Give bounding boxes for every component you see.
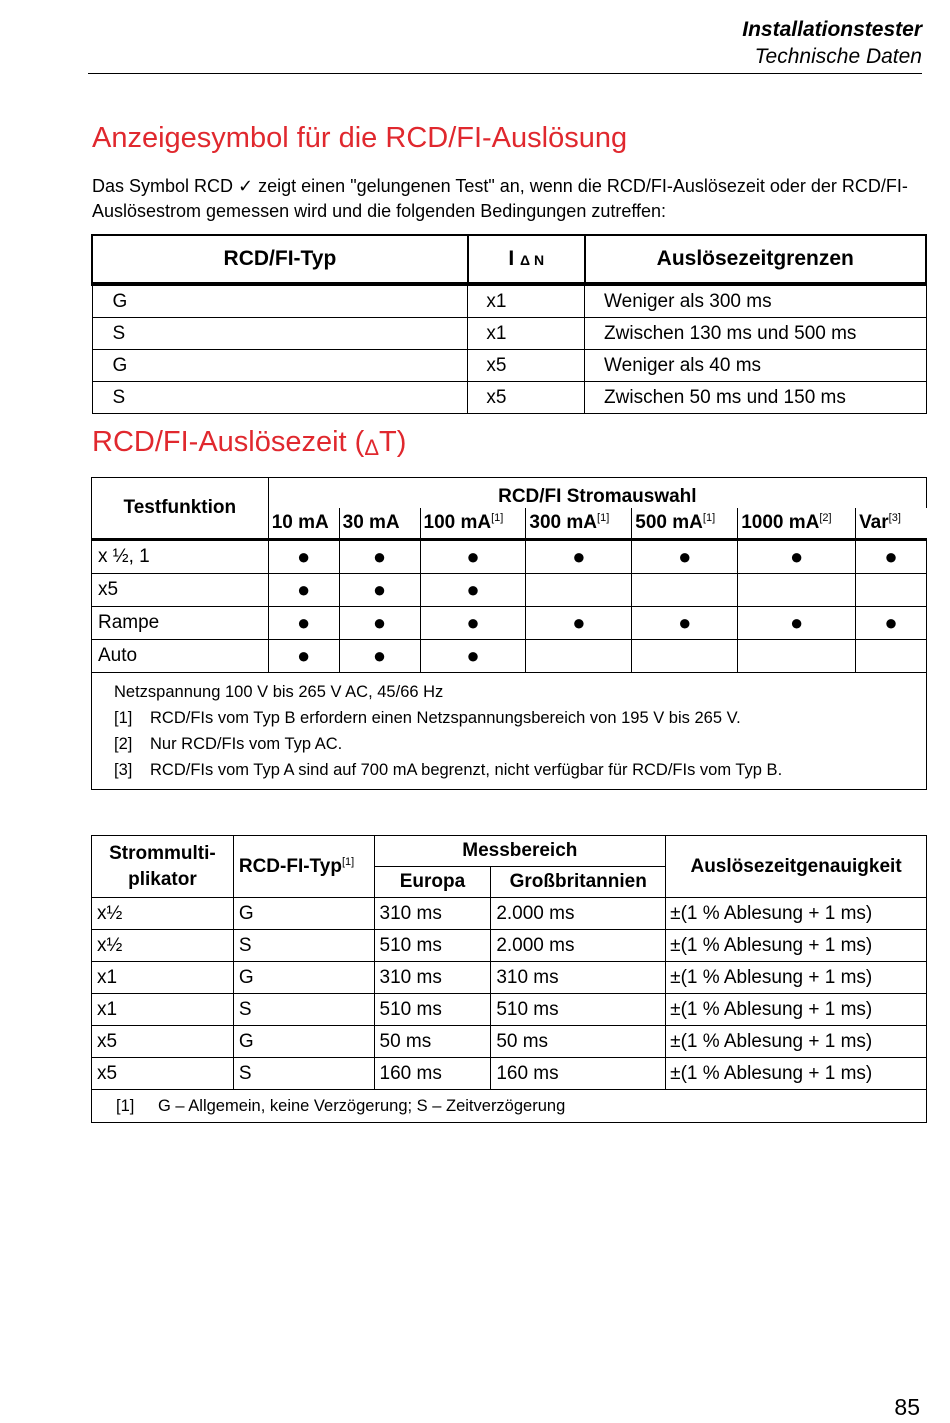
cell-rcd-fi-type: G (233, 898, 374, 930)
col-header-idn (468, 235, 585, 284)
availability-dot: ● (632, 540, 738, 574)
cell-test-function: x ½, 1 (92, 540, 269, 574)
cell-trip-limit: Weniger als 300 ms (585, 284, 926, 318)
availability-dot: ● (632, 607, 738, 640)
col-header-current-5 (738, 508, 856, 540)
empty-cell (856, 640, 927, 673)
cell-great-britain: 160 ms (491, 1058, 666, 1090)
current-label: 1000 mA (741, 512, 820, 533)
col-header-trip-accuracy: Auslösezeitgenauigkeit (666, 836, 927, 898)
footnote-key: [2] (114, 735, 133, 753)
cell-idn-multiplier: x5 (468, 382, 585, 414)
availability-dot: ● (856, 607, 927, 640)
current-label: 100 mA (423, 512, 492, 533)
empty-cell (856, 574, 927, 607)
cell-europe: 310 ms (374, 962, 491, 994)
col-header-current-0 (268, 508, 339, 540)
running-header-title: Installationstester (742, 18, 922, 41)
cell-idn-multiplier: x1 (468, 318, 585, 350)
intro-text-end: zeigt einen "gelungenen Test" an, wenn die RCD/FI-Auslösezeit oder der RCD/FI-Auslösestrom gemessen wird und die folgenden Bedingungen zutreffen: (92, 176, 908, 221)
cell-rcd-type: S (92, 318, 468, 350)
empty-cell (738, 640, 856, 673)
cell-accuracy: ±(1 % Ablesung + 1 ms) (666, 1026, 927, 1058)
cell-multiplier: x½ (92, 930, 234, 962)
delta-symbol: Δ (364, 435, 380, 460)
cell-idn-multiplier: x1 (468, 284, 585, 318)
cell-accuracy: ±(1 % Ablesung + 1 ms) (666, 898, 927, 930)
cell-multiplier: x1 (92, 962, 234, 994)
cell-great-britain: 510 ms (491, 994, 666, 1026)
availability-dot: ● (268, 640, 339, 673)
trip-time-heading-suffix: T) (379, 426, 407, 458)
running-header-subtitle: Technische Daten (754, 45, 922, 68)
cell-rcd-type: G (92, 350, 468, 382)
table-row (92, 382, 926, 414)
header-rule (88, 73, 922, 74)
table-row (92, 898, 927, 930)
cell-great-britain: 2.000 ms (491, 930, 666, 962)
note-mains-voltage: Netzspannung 100 V bis 265 V AC, 45/66 Hz (114, 683, 444, 701)
availability-dot: ● (420, 574, 526, 607)
footnote-ref: [3] (888, 512, 901, 524)
check-icon: ✓ (238, 176, 254, 196)
table-row (92, 962, 927, 994)
footnote-text: Nur RCD/FIs vom Typ AC. (150, 735, 343, 753)
multiplier-header-line1: Strommulti- (109, 842, 216, 864)
footnote-ref: [1] (597, 512, 610, 524)
table-row (92, 284, 926, 318)
cell-multiplier: x1 (92, 994, 234, 1026)
accuracy-note-text: G – Allgemein, keine Verzögerung; S – Zeitverzögerung (158, 1096, 566, 1115)
col-header-europe: Europa (374, 867, 491, 898)
table-row (92, 318, 926, 350)
cell-trip-limit: Zwischen 50 ms und 150 ms (585, 382, 926, 414)
cell-rcd-type: S (92, 382, 468, 414)
table-row (92, 640, 927, 673)
col-header-current-1 (339, 508, 420, 540)
rcd-fi-type-note-ref: [1] (341, 855, 355, 868)
trip-time-accuracy-table (91, 835, 927, 1123)
empty-cell (632, 640, 738, 673)
table-row (92, 930, 927, 962)
col-header-rcd-type: RCD/FI-Typ (92, 235, 468, 284)
availability-dot: ● (420, 640, 526, 673)
footnote-key: [3] (114, 761, 133, 779)
footnote (114, 731, 926, 757)
cell-rcd-fi-type: S (233, 1058, 374, 1090)
cell-europe: 160 ms (374, 1058, 491, 1090)
col-header-trip-limits: Auslösezeitgrenzen (585, 235, 926, 284)
availability-dot: ● (526, 540, 632, 574)
table-row (92, 350, 926, 382)
col-header-current-3 (526, 508, 632, 540)
cell-europe: 50 ms (374, 1026, 491, 1058)
availability-dot: ● (339, 574, 420, 607)
availability-dot: ● (738, 607, 856, 640)
page-number: 85 (894, 1394, 920, 1420)
empty-cell (526, 640, 632, 673)
availability-dot: ● (856, 540, 927, 574)
cell-rcd-fi-type: S (233, 994, 374, 1026)
cell-accuracy: ±(1 % Ablesung + 1 ms) (666, 1058, 927, 1090)
section-heading-rcd-symbol: Anzeigesymbol für die RCD/FI-Auslösung (92, 122, 628, 154)
col-header-current-selection: RCD/FI Stromauswahl (268, 478, 926, 509)
cell-europe: 310 ms (374, 898, 491, 930)
availability-dot: ● (339, 540, 420, 574)
col-header-rcd-fi-type (233, 836, 374, 898)
intro-text-start: Das Symbol RCD (92, 176, 239, 196)
rcd-symbol-table (91, 234, 927, 414)
accuracy-note-key: [1] (116, 1096, 135, 1115)
table-row (92, 994, 927, 1026)
current-label: 500 mA (635, 512, 703, 533)
col-header-great-britain: Großbritannien (491, 867, 666, 898)
table-row (92, 1058, 927, 1090)
cell-rcd-fi-type: G (233, 962, 374, 994)
trip-time-heading-prefix: RCD/FI-Auslösezeit ( (92, 426, 365, 458)
cell-test-function: Rampe (92, 607, 269, 640)
availability-dot: ● (339, 640, 420, 673)
availability-dot: ● (420, 607, 526, 640)
current-label: 10 mA (271, 512, 329, 533)
footnote-key: [1] (114, 709, 133, 727)
cell-europe: 510 ms (374, 930, 491, 962)
current-label: 300 mA (529, 512, 598, 533)
cell-trip-limit: Weniger als 40 ms (585, 350, 926, 382)
accuracy-table-note (92, 1090, 927, 1123)
table-row (92, 540, 927, 574)
intro-paragraph (92, 174, 932, 224)
footnote-ref: [2] (819, 512, 832, 524)
availability-dot: ● (268, 574, 339, 607)
multiplier-header-line2: plikator (128, 868, 197, 890)
trip-time-table (91, 477, 927, 790)
current-label: 30 mA (342, 512, 400, 533)
footnote-ref: [1] (702, 512, 716, 524)
trip-time-notes (92, 673, 927, 790)
availability-dot: ● (526, 607, 632, 640)
col-header-current-4 (632, 508, 738, 540)
section-heading-trip-time (92, 426, 406, 461)
cell-accuracy: ±(1 % Ablesung + 1 ms) (666, 962, 927, 994)
footnote-text: RCD/FIs vom Typ B erfordern einen Netzspannungsbereich von 195 V bis 265 V. (150, 709, 741, 727)
availability-dot: ● (268, 607, 339, 640)
empty-cell (526, 574, 632, 607)
cell-accuracy: ±(1 % Ablesung + 1 ms) (666, 930, 927, 962)
table-row (92, 1026, 927, 1058)
cell-test-function: x5 (92, 574, 269, 607)
cell-multiplier: x5 (92, 1058, 234, 1090)
cell-rcd-fi-type: G (233, 1026, 374, 1058)
table-row (92, 607, 927, 640)
table-row (92, 574, 927, 607)
availability-dot: ● (268, 540, 339, 574)
cell-idn-multiplier: x5 (468, 350, 585, 382)
cell-multiplier: x5 (92, 1026, 234, 1058)
col-header-current-2 (420, 508, 526, 540)
empty-cell (632, 574, 738, 607)
footnote (114, 757, 926, 783)
cell-accuracy: ±(1 % Ablesung + 1 ms) (666, 994, 927, 1026)
cell-great-britain: 310 ms (491, 962, 666, 994)
availability-dot: ● (420, 540, 526, 574)
cell-multiplier: x½ (92, 898, 234, 930)
rcd-fi-type-label: RCD-FI-Typ (238, 855, 342, 877)
idn-symbol: I (508, 247, 515, 270)
col-header-current-multiplier (92, 836, 234, 898)
footnote-ref: [1] (491, 512, 504, 524)
cell-test-function: Auto (92, 640, 269, 673)
availability-dot: ● (738, 540, 856, 574)
cell-europe: 510 ms (374, 994, 491, 1026)
cell-rcd-type: G (92, 284, 468, 318)
col-header-test-function: Testfunktion (92, 478, 269, 540)
cell-great-britain: 50 ms (491, 1026, 666, 1058)
footnote-text: RCD/FIs vom Typ A sind auf 700 mA begrenzt, nicht verfügbar für RCD/FIs vom Typ B. (150, 761, 783, 779)
current-label: Var (859, 512, 889, 533)
empty-cell (738, 574, 856, 607)
availability-dot: ● (339, 607, 420, 640)
col-header-measuring-range: Messbereich (374, 836, 666, 867)
cell-trip-limit: Zwischen 130 ms und 500 ms (585, 318, 926, 350)
cell-great-britain: 2.000 ms (491, 898, 666, 930)
col-header-current-6 (856, 508, 927, 540)
footnote (114, 705, 926, 731)
cell-rcd-fi-type: S (233, 930, 374, 962)
idn-subscript: Δ N (520, 252, 545, 268)
